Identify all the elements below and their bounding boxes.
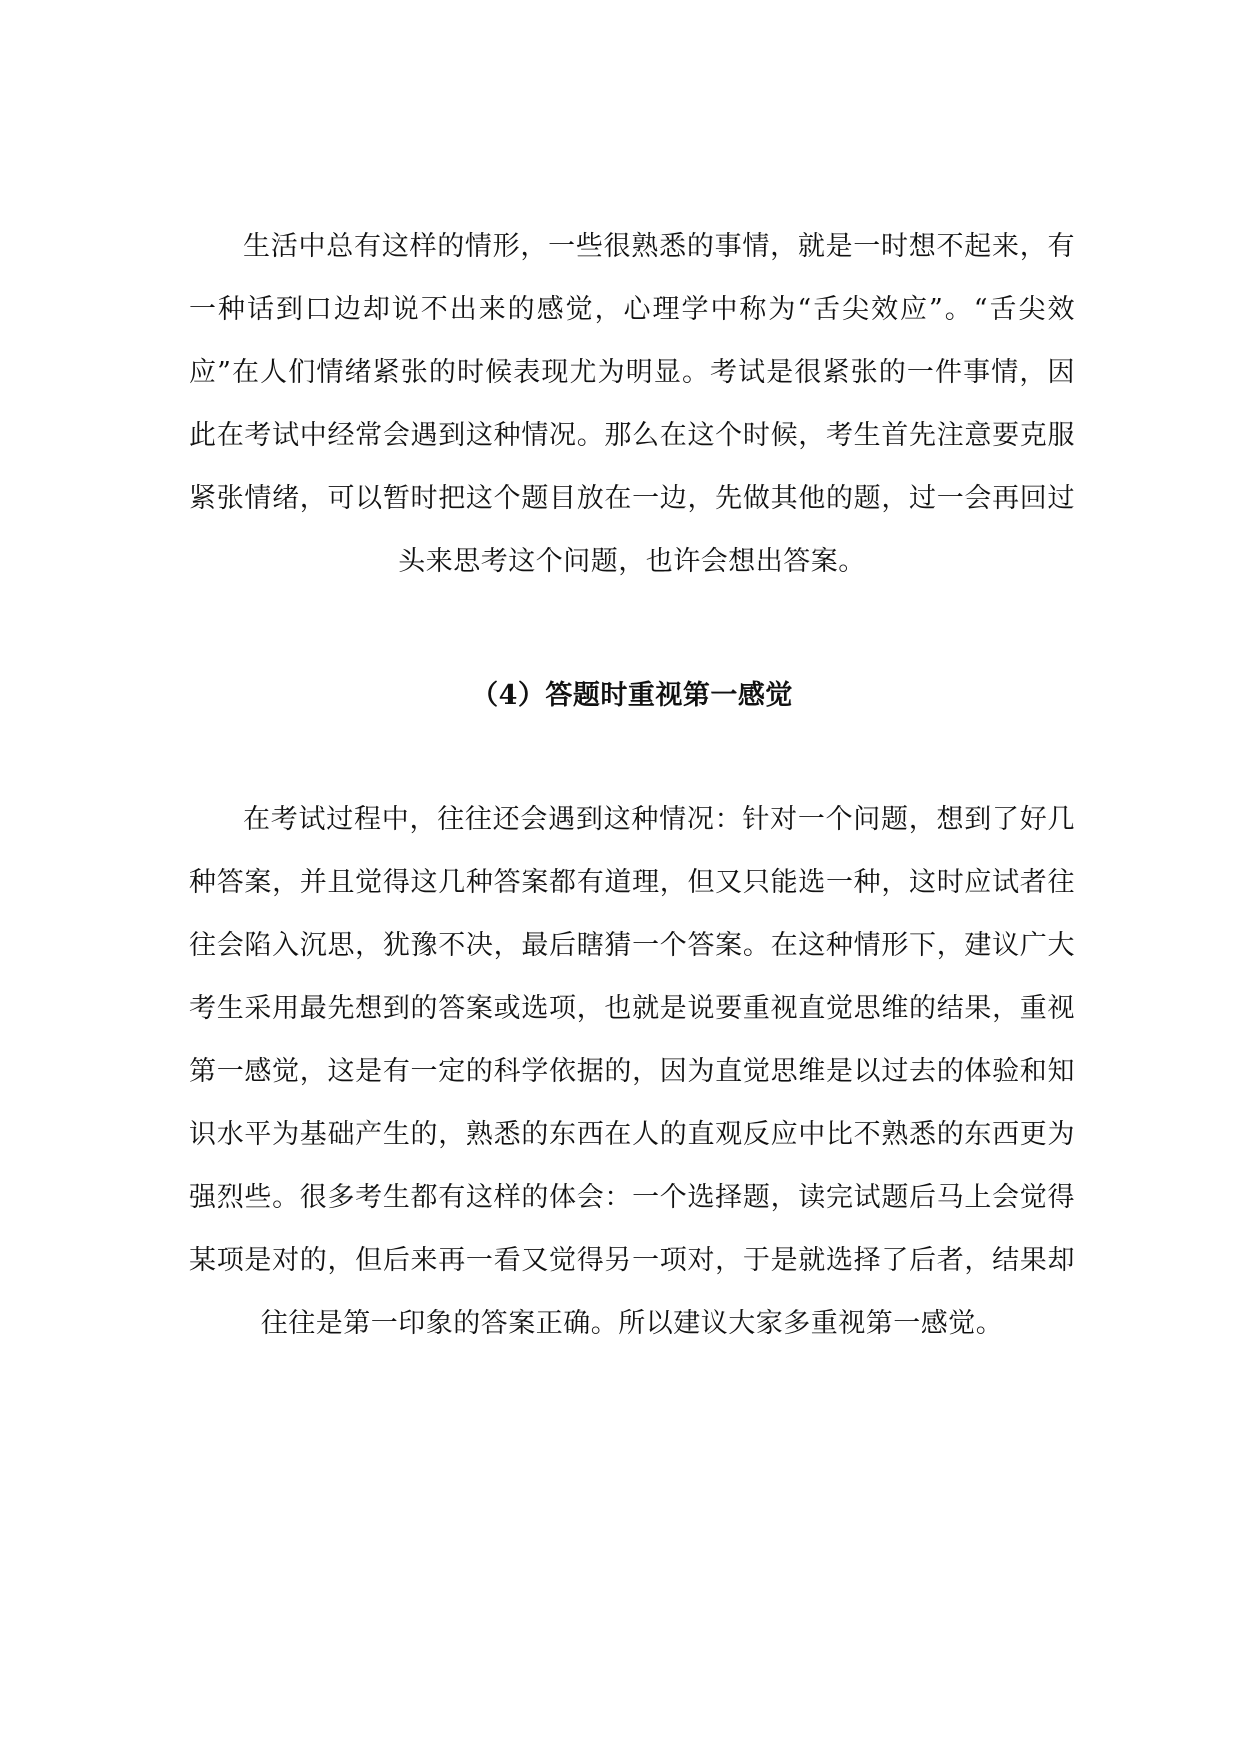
body-paragraph-tip-of-tongue: 生活中总有这样的情形，一些很熟悉的事情，就是一时想不起来，有一种话到口边却说不出来的感觉，心理学中称为“舌尖效应”。“舌尖效应”在人们情绪紧张的时候表现尤为明显。考试是很紧张的一件事情，因此在考试中经常会遇到这种情况。那么在这个时候，考生首先注意要克服紧张情绪，可以暂时把这个题目放在一边，先做其他的题，过一会再回过头来思考这个问题，也许会想出答案。	[189, 231, 1075, 577]
section-heading: （4）答题时重视第一感觉	[471, 680, 793, 711]
body-paragraph-first-impression: 在考试过程中，往往还会遇到这种情况：针对一个问题，想到了好几种答案，并且觉得这几种答案都有道理，但又只能选一种，这时应试者往往会陷入沉思，犹豫不决，最后瞎猜一个答案。在这种情形下，建议广大考生采用最先想到的答案或选项，也就是说要重视直觉思维的结果，重视第一感觉，这是有一定的科学依据的，因为直觉思维是以过去的体验和知识水平为基础产生的，熟悉的东西在人的直观反应中比不熟悉的东西更为强烈些。很多考生都有这样的体会：一个选择题，读完试题后马上会觉得某项是对的，但后来再一看又觉得另一项对，于是就选择了后者，结果却往往是第一印象的答案正确。所以建议大家多重视第一感觉。	[189, 804, 1075, 1339]
